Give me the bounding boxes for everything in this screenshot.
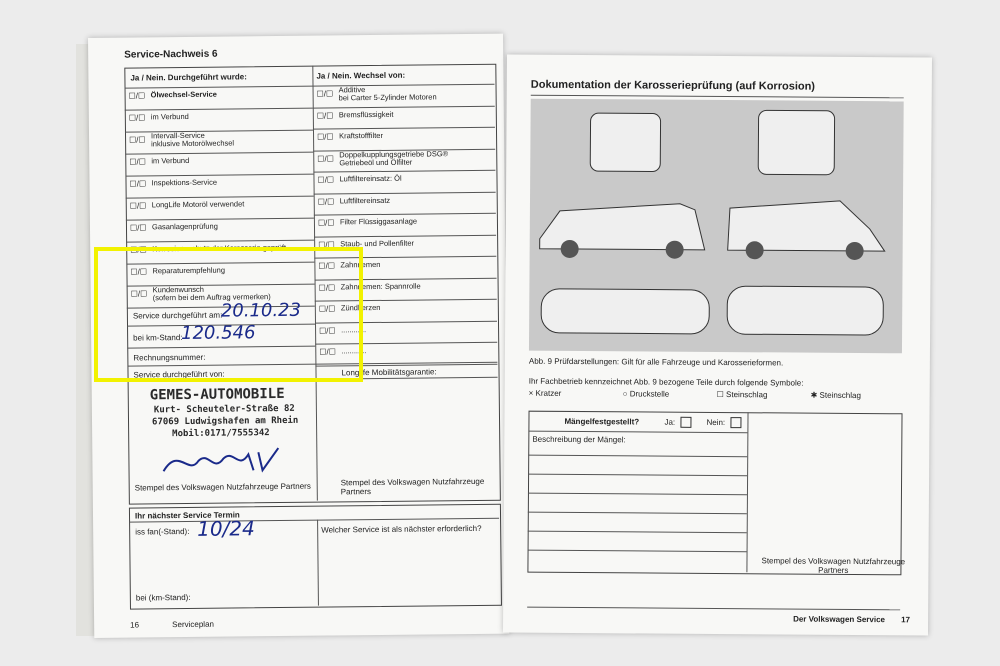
- legend-item-0: × Kratzer: [528, 388, 562, 398]
- stamp-caption-left: Stempel des Volkswagen Nutzfahrzeuge Partners: [134, 481, 311, 493]
- left-column-header: Ja / Nein. Durchgeführt wurde:: [130, 72, 247, 83]
- left-row-label-2: Intervall-Service inklusive Motorölwechsel: [150, 130, 235, 149]
- right-row-label-5: Luftfiltereinsatz: [339, 195, 391, 205]
- left-row-label-0: Ölwechsel-Service: [150, 89, 217, 100]
- service-date-handwritten: 20.10.23: [220, 299, 302, 322]
- description-label: Beschreibung der Mängel:: [532, 434, 626, 445]
- page-title: Service-Nachweis 6: [124, 48, 218, 61]
- next-km-label: bei (km-Stand):: [135, 592, 191, 603]
- no-checkbox[interactable]: [730, 417, 741, 428]
- right-row-label-11: ............: [341, 324, 367, 334]
- stamp-line-3: 67069 Ludwigshafen am Rhein: [151, 415, 299, 428]
- footer-right: Der Volkswagen Service: [793, 614, 886, 625]
- left-checkbox-0[interactable]: ☐/☐: [128, 91, 146, 101]
- service-date-label: Service durchgeführt am:: [132, 310, 223, 321]
- left-row-label-5: LongLife Motoröl verwendet: [151, 199, 245, 210]
- right-row-label-0: Additive bei Carter 5-Zylinder Motoren: [338, 85, 437, 103]
- right-row-label-9: Zahnriemen: Spannrolle: [340, 281, 421, 291]
- defect-label: Mängelfestgestellt?: [564, 416, 640, 427]
- right-checkbox-12[interactable]: ☐/☐: [319, 347, 336, 357]
- left-checkbox-5[interactable]: ☐/☐: [129, 201, 147, 211]
- right-row-label-1: Bremsflüssigkeit: [338, 109, 394, 119]
- page-title: Dokumentation der Karosserieprüfung (auf Korrosion): [530, 78, 816, 93]
- yes-checkbox[interactable]: [680, 417, 691, 428]
- right-checkbox-4[interactable]: ☐/☐: [317, 175, 335, 185]
- right-checkbox-10[interactable]: ☐/☐: [318, 304, 336, 314]
- left-row-label-4: Inspektions-Service: [151, 177, 218, 188]
- left-row-label-1: im Verbund: [150, 111, 189, 122]
- right-checkbox-2[interactable]: ☐/☐: [317, 132, 334, 142]
- right-column-header: Ja / Nein. Wechsel von:: [316, 70, 406, 81]
- right-row-label-12: ............: [341, 346, 367, 356]
- left-checkbox-2[interactable]: ☐/☐: [129, 135, 146, 145]
- left-row-label-3: im Verbund: [151, 155, 190, 166]
- yes-label: Ja:: [664, 417, 676, 427]
- next-service-header: Ihr nächster Service Termin: [134, 510, 240, 521]
- right-row-label-4: Luftfiltereinsatz: Öl: [339, 173, 402, 184]
- right-checkbox-11[interactable]: ☐/☐: [319, 325, 336, 336]
- left-row-label-7: Korrosionsschutz der Karosserie geprüft: [152, 242, 287, 254]
- legend-item-3: ✱ Steinschlag: [810, 390, 861, 401]
- figure-caption: Abb. 9 Prüfdarstellungen: Gilt für alle Fahrzeuge und Karosserieformen.: [528, 356, 784, 368]
- left-checkbox-6[interactable]: ☐/☐: [129, 223, 147, 233]
- left-checkbox-8[interactable]: ☐/☐: [130, 267, 148, 277]
- mobility-label: Longlife Mobilitätsgarantie:: [341, 367, 437, 378]
- stamp-caption-right: Stempel des Volkswagen Nutzfahrzeuge Partners: [340, 476, 485, 497]
- highlight-box: [94, 247, 363, 382]
- right-row-label-3: Doppelkupplungsgetriebe DSG® Getriebeöl und Ölfilter: [339, 148, 449, 167]
- legend-item-2: ☐ Steinschlag: [716, 389, 768, 400]
- stamp-line-2: Kurt- Scheuteler-Straße 82: [153, 403, 295, 416]
- right-checkbox-0[interactable]: ☐/☐: [316, 89, 334, 99]
- stamp-line-4: Mobil:0171/7555342: [172, 428, 270, 440]
- left-checkbox-9[interactable]: ☐/☐: [130, 289, 148, 299]
- stamp-caption: Stempel des Volkswagen Nutzfahrzeuge Partners: [761, 556, 906, 575]
- instruction-text: Ihr Fachbetrieb kennzeichnet Abb. 9 bezogene Teile durch folgende Symbole:: [528, 376, 804, 388]
- legend-item-1: ○ Druckstelle: [622, 389, 670, 399]
- next-date-label: iss fan(-Stand):: [135, 526, 190, 537]
- km-label: bei km-Stand:: [133, 333, 183, 343]
- vehicle-diagram: [529, 99, 904, 354]
- right-row-label-7: Staub- und Pollenfilter: [340, 238, 415, 248]
- right-checkbox-1[interactable]: ☐/☐: [316, 110, 334, 121]
- left-checkbox-4[interactable]: ☐/☐: [129, 179, 147, 189]
- page-number-right: 17: [901, 615, 911, 625]
- right-row-label-2: Kraftstofffilter: [338, 130, 384, 141]
- right-checkbox-3[interactable]: ☐/☐: [317, 153, 334, 164]
- right-checkbox-7[interactable]: ☐/☐: [318, 239, 335, 250]
- left-row-label-6: Gasanlagenprüfung: [151, 221, 218, 232]
- signature: [158, 440, 288, 481]
- invoice-label: Rechnungsnummer:: [133, 352, 206, 363]
- km-handwritten: 120.546: [180, 322, 256, 345]
- right-page: [503, 55, 932, 636]
- right-row-label-6: Filter Flüssiggasanlage: [339, 216, 418, 227]
- right-checkbox-8[interactable]: ☐/☐: [318, 261, 336, 271]
- right-row-label-10: Zündkerzen: [340, 302, 381, 313]
- left-checkbox-1[interactable]: ☐/☐: [128, 113, 146, 123]
- service-by-label: Service durchgeführt von:: [133, 369, 225, 380]
- symbol-legend: [529, 389, 909, 404]
- right-checkbox-6[interactable]: ☐/☐: [317, 218, 335, 228]
- left-row-label-9: Kundenwunsch (sofern bei dem Auftrag vermerken): [152, 284, 271, 303]
- right-checkbox-5[interactable]: ☐/☐: [317, 196, 335, 207]
- description-lines: [507, 55, 932, 58]
- next-question: Welcher Service ist als nächster erforderlich?: [321, 523, 482, 535]
- page-number-left: 16: [130, 620, 140, 630]
- left-checkbox-7[interactable]: ☐/☐: [130, 245, 147, 255]
- right-checkbox-9[interactable]: ☐/☐: [318, 282, 336, 293]
- stamp-line-1: GEMES-AUTOMOBILE: [149, 385, 285, 404]
- left-row-label-8: Reparaturempfehlung: [152, 265, 226, 276]
- left-checkbox-3[interactable]: ☐/☐: [129, 157, 146, 167]
- no-label: Nein:: [706, 417, 726, 428]
- right-row-label-8: Zahnriemen: [340, 259, 381, 270]
- next-date-handwritten: 10/24: [197, 516, 255, 541]
- footer-left: Serviceplan: [172, 619, 215, 630]
